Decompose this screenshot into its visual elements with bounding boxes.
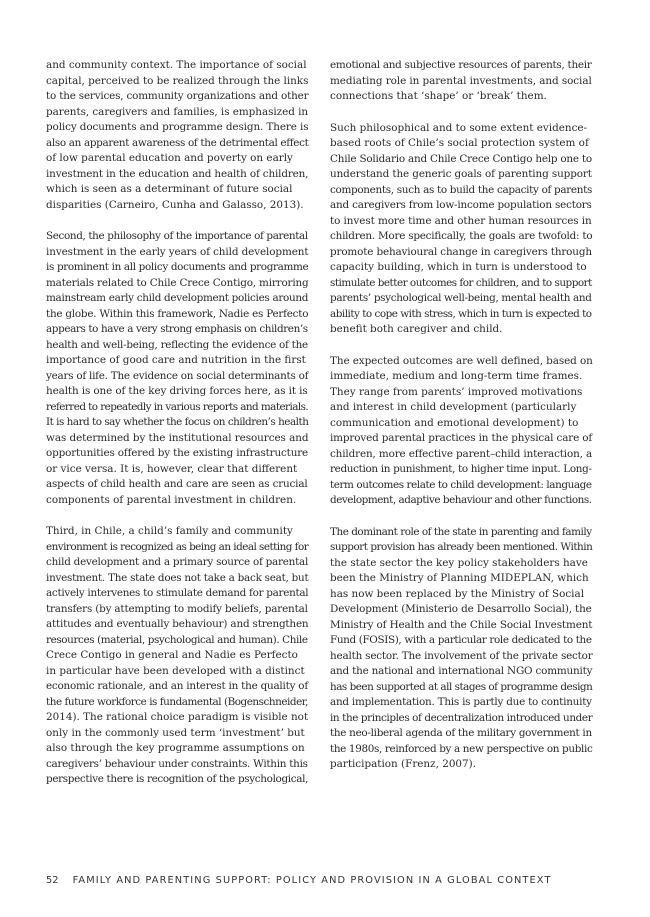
text-line: investment in the early years of child development [46, 245, 309, 258]
text-line: health is one of the key driving forces here, as it is [46, 385, 308, 397]
text-line: to the services, community organizations and other [46, 90, 309, 102]
text-line: was determined by the institutional resources and [46, 431, 309, 444]
text-line: the state sector the key policy stakeholders have [330, 556, 588, 569]
text-line: children, more effective parent–child interaction, a [330, 447, 593, 460]
text-line: based roots of Chile’s social protection system of [330, 137, 589, 149]
text-line: development, adaptive behaviour and other functions. [330, 494, 592, 506]
text-line: policy documents and programme design. There is [46, 121, 309, 133]
paragraph [330, 121, 592, 338]
text-line: economic rationale, and an interest in the quality of [46, 680, 308, 692]
text-line: and community context. The importance of social [46, 59, 307, 71]
text-line: Fund (FOSIS), with a particular role dedicated to the [330, 634, 592, 646]
text-line: Third, in Chile, a child’s family and community [46, 525, 293, 537]
text-line: health sector. The involvement of the private sector [330, 649, 593, 662]
text-line: capacity building, which in turn is understood to [330, 261, 587, 273]
text-line: to invest more time and other human resources in [330, 214, 592, 227]
text-line: materials related to Chile Crece Contigo, mirroring [46, 276, 309, 289]
text-line: capital, perceived to be realized through the links [46, 74, 309, 87]
text-line: The dominant role of the state in parenting and family [330, 525, 592, 538]
text-line: referred to repeatedly in various reports and materials. [46, 400, 309, 413]
text-line: and caregivers from low-income population sectors [330, 199, 592, 211]
text-line: transfers (by attempting to modify beliefs, parental [46, 602, 308, 615]
text-line: components, such as to build the capacity of parents [330, 183, 593, 196]
text-line: support provision has already been mentioned. Within [330, 541, 593, 553]
text-line: the 1980s, reinforced by a new perspective on public [330, 742, 593, 755]
paragraph [46, 58, 308, 213]
text-line: in particular have been developed with a distinct [46, 664, 305, 677]
paragraph [330, 525, 592, 773]
text-line: been the Ministry of Planning MIDEPLAN, which [330, 572, 589, 584]
text-line: attitudes and eventually behaviour) and strengthen [46, 618, 309, 630]
text-line: Such philosophical and to some extent evidence- [330, 121, 588, 134]
text-line: 2014). The rational choice paradigm is visible not [46, 711, 309, 723]
text-line: reduction in punishment, to higher time input. Long- [330, 463, 592, 475]
text-line: and the national and international NGO community [330, 665, 593, 677]
text-line: participation (Frenz, 2007). [330, 758, 477, 770]
right-column [330, 58, 592, 789]
text-line: They range from parents’ improved motivations [330, 385, 583, 398]
text-line: components of parental investment in children. [46, 493, 297, 506]
text-line: importance of good care and nutrition in the first [46, 354, 306, 366]
text-line: of low parental education and poverty on early [46, 152, 293, 164]
text-line: the future workforce is fundamental (Bogenschneider, [46, 695, 308, 708]
text-line: term outcomes relate to child development: language [330, 478, 592, 491]
text-line: ability to cope with stress, which in turn is expected to [330, 307, 592, 320]
text-line: is prominent in all policy documents and programme [46, 261, 309, 273]
text-line: Ministry of Health and the Chile Social Investment [330, 618, 593, 631]
text-line: investment. The state does not take a back seat, but [46, 571, 309, 584]
text-line: The expected outcomes are well defined, based on [330, 354, 593, 367]
text-line: health and well-being, reflecting the evidence of the [46, 338, 308, 351]
text-line: caregivers’ behaviour under constraints. Within this [46, 757, 308, 770]
text-line: years of life. The evidence on social determinants of [46, 369, 309, 382]
text-line: Second, the philosophy of the importance of parental [46, 230, 308, 242]
text-line: Development (Ministerio de Desarrollo Social), the [330, 603, 592, 615]
text-line: resources (material, psychological and human). Chile [46, 633, 308, 646]
paragraph [46, 229, 308, 508]
text-line: in the principles of decentralization introduced under [330, 711, 593, 724]
text-line: has now been replaced by the Ministry of Social [330, 587, 585, 600]
text-line: Crece Contigo in general and Nadie es Perfecto [46, 649, 298, 661]
left-column [46, 58, 308, 804]
text-line: benefit both caregiver and child. [330, 323, 503, 335]
text-line: appears to have a very strong emphasis on children’s [46, 323, 308, 335]
text-line: immediate, medium and long-term time frames. [330, 370, 583, 382]
text-line: improved parental practices in the physical care of [330, 432, 593, 444]
paragraph [46, 524, 308, 788]
text-line: child development and a primary source of parental [46, 556, 309, 568]
text-line: stimulate better outcomes for children, and to support [330, 276, 592, 289]
text-line: or vice versa. It is, however, clear that different [46, 462, 298, 475]
text-line: the neo-liberal agenda of the military government in [330, 727, 592, 739]
text-line: aspects of child health and care are seen as crucial [46, 478, 308, 490]
text-line: parents’ psychological well-being, mental health and [330, 292, 592, 304]
text-line: mediating role in parental investments, and social [330, 74, 592, 87]
text-line: connections that ‘shape’ or ‘break’ them. [330, 90, 547, 102]
running-title: FAMILY AND PARENTING SUPPORT: POLICY AND PROVISION IN A GLOBAL CONTEXT [72, 875, 552, 886]
text-line: and interest in child development (particularly [330, 401, 577, 413]
text-line: perspective there is recognition of the psychological, [46, 773, 309, 785]
page-footer [46, 875, 552, 886]
text-line: mainstream early child development policies around [46, 292, 309, 304]
text-line: emotional and subjective resources of parents, their [330, 59, 592, 71]
text-line: also an apparent awareness of the detrimental effect [46, 136, 309, 149]
text-line: disparities (Carneiro, Cunha and Galasso, 2013). [46, 198, 304, 211]
text-line: parents, caregivers and families, is emphasized in [46, 105, 309, 118]
text-line: has been supported at all stages of programme design [330, 680, 593, 693]
text-line: Chile Solidario and Chile Crece Contigo help one to [330, 152, 592, 165]
text-line: understand the generic goals of parenting support [330, 168, 592, 180]
text-line: also through the key programme assumptions on [46, 742, 305, 754]
text-line: opportunities offered by the existing infrastructure [46, 447, 309, 459]
text-line: and implementation. This is partly due to continuity [330, 696, 592, 708]
text-line: only in the commonly used term ‘investment’ but [46, 726, 305, 739]
text-line: the globe. Within this framework, Nadie es Perfecto [46, 307, 309, 320]
text-line: promote behavioural change in caregivers through [330, 245, 592, 258]
page-number: 52 [46, 875, 59, 886]
text-line: which is seen as a determinant of future social [46, 183, 293, 195]
text-line: actively intervenes to stimulate demand for parental [46, 587, 309, 599]
text-line: communication and emotional development) to [330, 416, 579, 429]
text-line: It is hard to say whether the focus on children’s health [46, 416, 309, 428]
paragraph [330, 354, 592, 509]
paragraph [330, 58, 592, 105]
text-line: environment is recognized as being an ideal setting for [46, 540, 309, 553]
text-line: children. More specifically, the goals are twofold: to [330, 230, 593, 242]
text-line: investment in the education and health of children, [46, 167, 309, 180]
